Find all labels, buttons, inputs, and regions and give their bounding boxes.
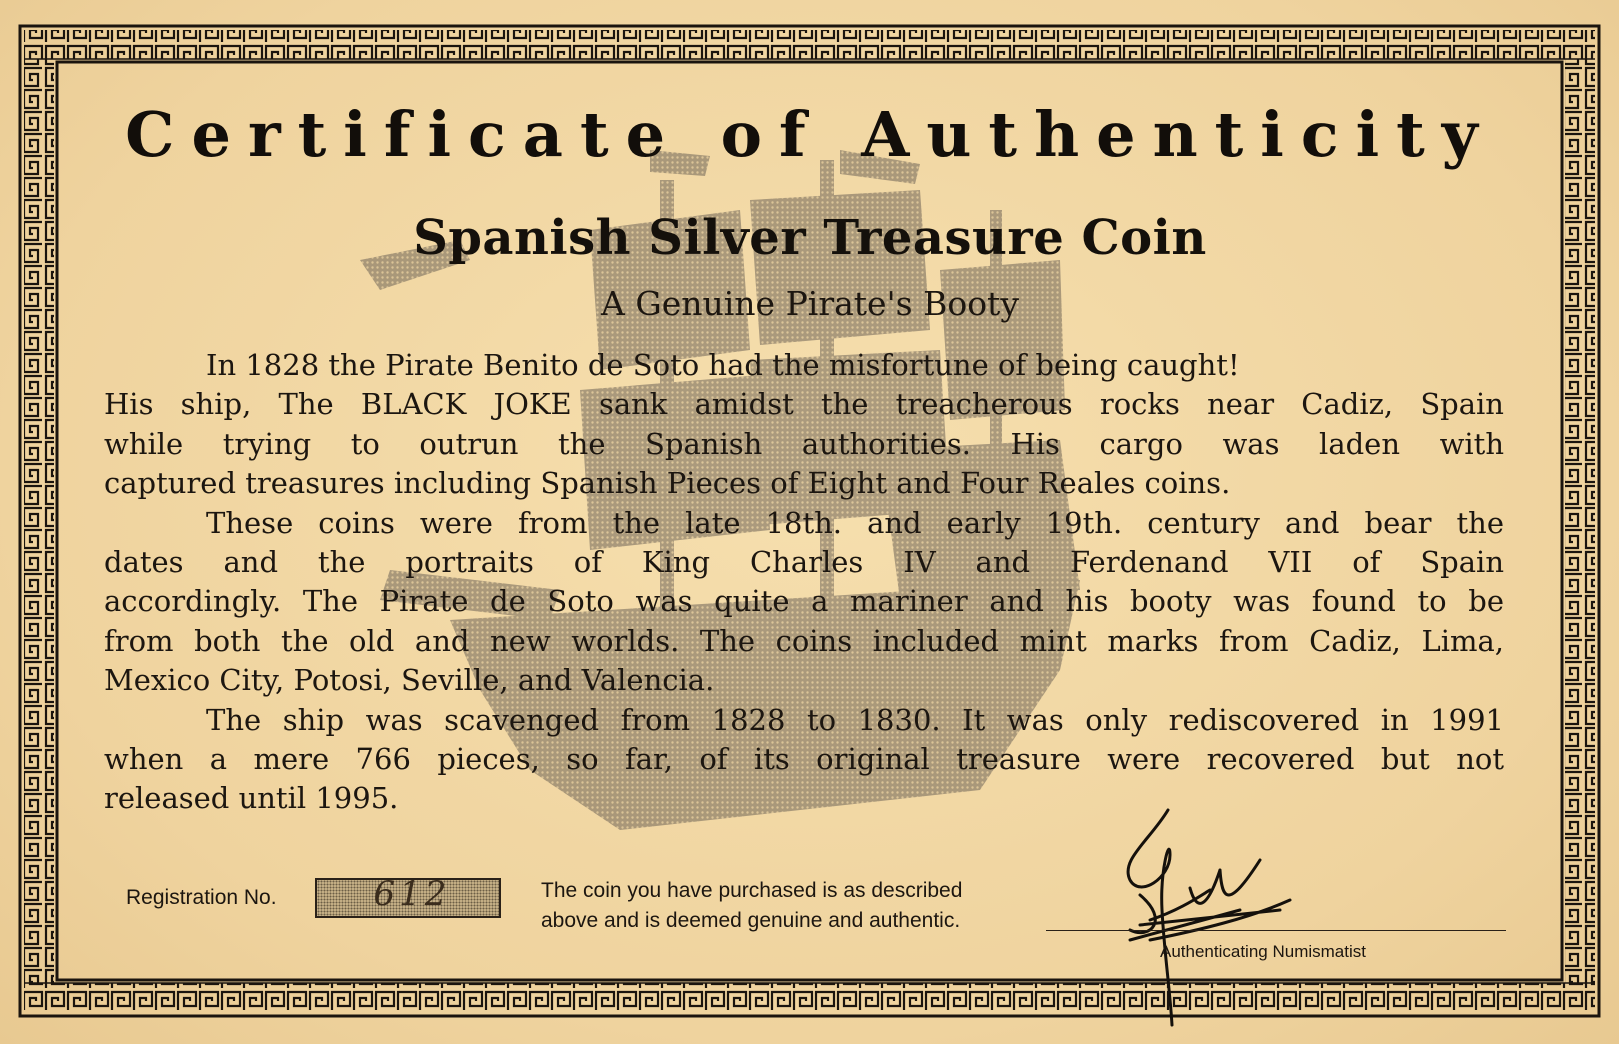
text-line: The ship was scavenged from 1828 to 1830. It was only rediscovered in 1991: [206, 702, 1504, 737]
text-line: In 1828 the Pirate Benito de Soto had the misfortune of being caught!: [206, 348, 1240, 382]
text-line: released until 1995.: [104, 781, 399, 816]
certificate-title: Certificate of Authenticity: [125, 98, 1495, 171]
coin-subtitle: Spanish Silver Treasure Coin: [413, 210, 1207, 266]
signature-caption: Authenticating Numismatist: [1160, 942, 1366, 961]
history-paragraphs: [104, 346, 1504, 819]
signature-mark: [1110, 800, 1310, 1030]
text-line: from both the old and new worlds. The coins included mint marks from Cadiz, Lima,: [104, 623, 1504, 658]
text-line: His ship, The BLACK JOKE sank amidst the treacherous rocks near Cadiz, Spain: [104, 387, 1504, 422]
text-line: while trying to outrun the Spanish authorities. His cargo was laden with: [104, 426, 1504, 461]
text-line: captured treasures including Spanish Pieces of Eight and Four Reales coins.: [104, 466, 1231, 501]
statement-line: above and is deemed genuine and authentic.: [541, 909, 961, 932]
signature-line: [1046, 930, 1506, 931]
authenticity-statement: [541, 876, 1061, 936]
text-line: Mexico City, Potosi, Seville, and Valencia.: [104, 663, 715, 698]
text-line: dates and the portraits of King Charles IV and Ferdenand VII of Spain: [104, 545, 1504, 580]
registration-number: 612: [373, 874, 451, 914]
registration-number-box: [315, 874, 501, 918]
registration-label: Registration No.: [126, 886, 277, 909]
text-line: when a mere 766 pieces, so far, of its original treasure were recovered but not: [104, 742, 1504, 777]
statement-line: The coin you have purchased is as described: [541, 879, 963, 902]
text-line: These coins were from the late 18th. and early 19th. century and bear the: [206, 505, 1504, 540]
text-line: accordingly. The Pirate de Soto was quite a mariner and his booty was found to be: [104, 584, 1504, 619]
tagline: A Genuine Pirate's Booty: [601, 284, 1019, 323]
